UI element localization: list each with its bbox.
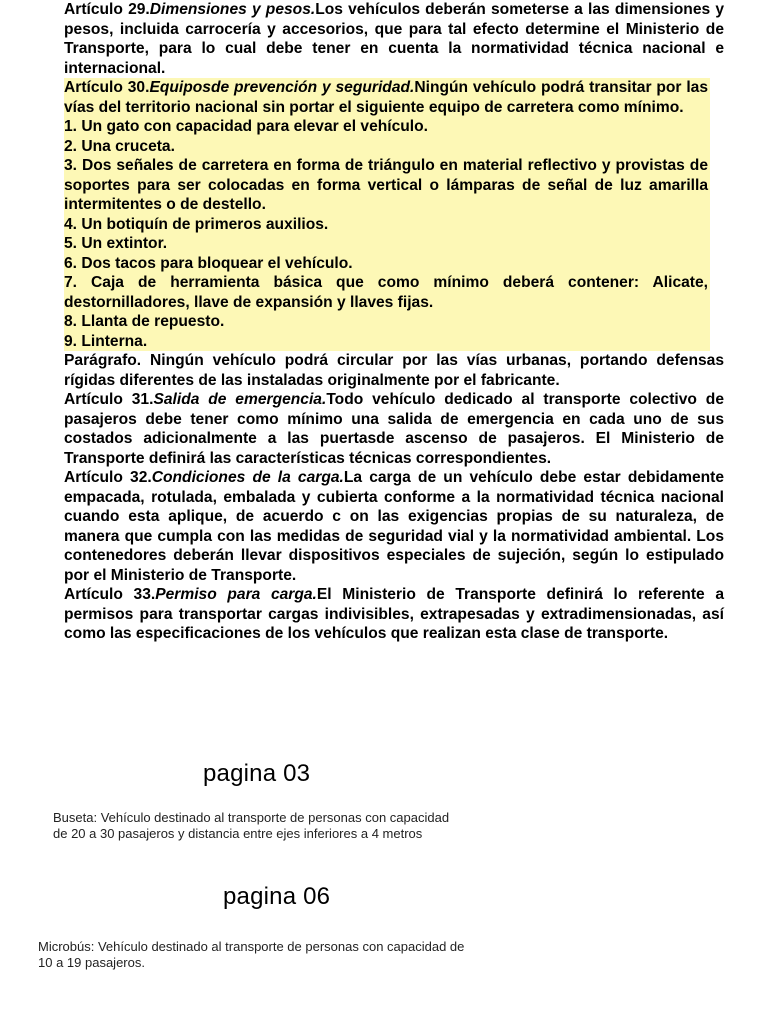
microbus-note xyxy=(38,939,464,971)
microbus-note-line-2: 10 a 19 pasajeros. xyxy=(38,955,145,970)
article-33-text: El Ministerio de Transporte definirá lo referente a permisos para transportar cargas indivisibles, extrapesadas y extradimensionadas, así como las especificaciones de los vehículos que realizan esta clase de transporte. xyxy=(64,586,724,642)
article-29-text: Los vehículos deberán someterse a las dimensiones y pesos, incluida carrocería y accesorios, que para tal efecto determine el Ministerio de Transporte, para lo cual debe tener en cuenta la normatividad técnica nacional e internacional. xyxy=(64,1,724,77)
equipment-item-2: 2. Una cruceta. xyxy=(64,137,175,155)
page-03-label: pagina 03 xyxy=(203,760,311,787)
equipment-item-8: 8. Llanta de repuesto. xyxy=(64,313,225,330)
equipment-item-1: 1. Un gato con capacidad para elevar el vehículo. xyxy=(64,118,428,135)
article-31-title: Salida de emergencia. xyxy=(153,391,327,408)
article-30 xyxy=(64,78,708,117)
paragrafo: Parágrafo. Ningún vehículo podrá circular por las vías urbanas, portando defensas rígidas diferentes de las instaladas originalmente por el fabricante. xyxy=(64,352,724,389)
buseta-note-line-2: de 20 a 30 pasajeros y distancia entre ejes inferiores a 4 metros xyxy=(53,826,423,841)
article-31-heading: Artículo 31. xyxy=(64,391,154,408)
law-text xyxy=(64,0,724,644)
equipment-item-7: 7. Caja de herramienta básica que como mínimo deberá contener: Alicate, destornilladores, llave de expansión y llaves fijas. xyxy=(64,274,708,311)
article-29-heading: Artículo 29. xyxy=(64,1,150,18)
buseta-note-line-1: Buseta: Vehículo destinado al transporte de personas con capacidad xyxy=(53,810,450,825)
article-32-heading: Artículo 32. xyxy=(64,469,152,486)
buseta-note xyxy=(53,810,449,842)
equipment-item-5: 5. Un extintor. xyxy=(64,235,168,252)
equipment-item-3: 3. Dos señales de carretera en forma de triángulo en material reflectivo y provistas de soportes para ser colocadas en forma vertical o lámparas de señal de luz amarilla intermitentes o de destello. xyxy=(64,157,708,213)
article-29-title: Dimensiones y pesos. xyxy=(149,1,316,18)
article-32 xyxy=(64,468,724,585)
article-33 xyxy=(64,585,724,644)
article-31 xyxy=(64,390,724,468)
page-06-label: pagina 06 xyxy=(223,883,331,910)
equipment-item-6: 6. Dos tacos para bloquear el vehículo. xyxy=(64,254,353,272)
article-30-heading: Artículo 30. xyxy=(64,79,150,96)
equipment-item-4: 4. Un botiquín de primeros auxilios. xyxy=(64,215,329,233)
article-33-heading: Artículo 33. xyxy=(64,586,156,603)
article-32-title: Condiciones de la carga. xyxy=(151,469,344,486)
article-33-title: Permiso para carga. xyxy=(155,586,317,603)
article-30-text: Ningún vehículo podrá transitar por las vías del territorio nacional sin portar el siguiente equipo de carretera como mínimo. xyxy=(64,79,709,116)
microbus-note-line-1: Microbús: Vehículo destinado al transporte de personas con capacidad de xyxy=(38,939,465,954)
equipment-item-9: 9. Linterna. xyxy=(64,332,148,350)
article-31-text: Todo vehículo dedicado al transporte colectivo de pasajeros debe tener como mínimo una salida de emergencia en cada uno de sus costados adicionalmente a las puertasde ascenso de pasajeros. El Ministerio de Transporte definirá las características técnicas correspondientes. xyxy=(64,391,725,467)
article-30-title: Equiposde prevención y seguridad. xyxy=(149,79,415,96)
article-30-highlight xyxy=(64,78,710,351)
article-32-text: La carga de un vehículo debe estar debidamente empacada, rotulada, embalada y cubierta conforme a la normatividad técnica nacional cuando esta aplique, de acuerdo c on las exigencias propias de su naturaleza, de manera que cumpla con las medidas de seguridad vial y la normatividad ambiental. Los contenedores deberán llevar dispositivos especiales de sujeción, según lo estipulado por el Ministerio de Transporte. xyxy=(64,469,725,584)
article-29 xyxy=(64,0,724,78)
